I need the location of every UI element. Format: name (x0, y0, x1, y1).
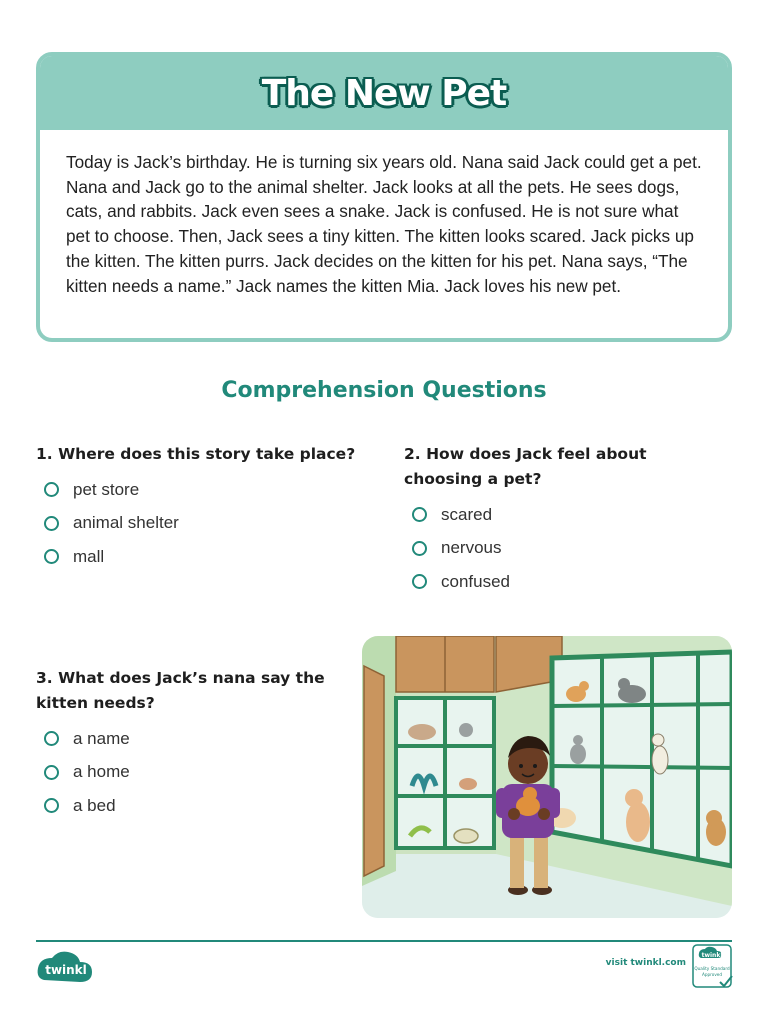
option-label: pet store (73, 479, 140, 499)
quality-standard-badge (692, 944, 734, 990)
question-3 (36, 666, 356, 823)
story-text: Today is Jack’s birthday. He is turning six years old. Nana said Jack could get a pet. Nana and Jack go to the animal shelter. Jack looks at all the pets. He sees dogs, cats, and rabbits. Jack even sees a snake. Jack is confused. He is not sure what pet to choose. Then, Jack sees a tiny kitten. The kitten looks scared. Jack picks up the kitten. The kitten purrs. Jack decides on the kitten for his pet. Nana says, “The kitten needs a name.” Jack names the kitten Mia. Jack loves his new pet. (66, 152, 702, 296)
question-1 (36, 442, 356, 574)
radio-circle-icon[interactable] (44, 516, 59, 531)
badge-line-2: Approved (701, 972, 723, 977)
animal-shelter-picture (362, 636, 732, 918)
footer-divider (36, 940, 732, 942)
answer-option[interactable] (44, 507, 356, 541)
answer-option[interactable] (412, 498, 724, 532)
answer-option[interactable] (44, 722, 356, 756)
option-label: animal shelter (73, 513, 179, 533)
visit-twinkl-link[interactable]: visit twinkl.com (605, 958, 686, 968)
option-label: scared (441, 504, 493, 524)
answer-option[interactable] (44, 540, 356, 574)
question-text: 3. What does Jack’s nana say the kitten needs? (36, 669, 325, 712)
question-text: 1. Where does this story take place? (36, 445, 356, 463)
story-card (36, 52, 732, 342)
story-header (40, 56, 728, 130)
radio-circle-icon[interactable] (44, 798, 59, 813)
shelter-illustration (362, 636, 732, 918)
answer-option[interactable] (412, 532, 724, 566)
twinkl-logo (36, 950, 96, 988)
badge-brand: twinkl (701, 952, 723, 959)
answer-option[interactable] (44, 789, 356, 823)
option-label: confused (441, 571, 510, 591)
option-label: a name (73, 728, 130, 748)
radio-circle-icon[interactable] (412, 574, 427, 589)
answer-options (404, 498, 724, 599)
option-label: a bed (73, 795, 116, 815)
option-label: mall (73, 546, 105, 566)
radio-circle-icon[interactable] (412, 507, 427, 522)
radio-circle-icon[interactable] (44, 482, 59, 497)
question-2 (404, 442, 724, 599)
story-title: The New Pet (261, 72, 507, 114)
answer-options (36, 722, 356, 823)
radio-circle-icon[interactable] (44, 731, 59, 746)
logo-text: twinkl (45, 963, 87, 977)
answer-option[interactable] (44, 473, 356, 507)
badge-line-1: Quality Standard (694, 966, 730, 971)
radio-circle-icon[interactable] (412, 541, 427, 556)
comprehension-heading: Comprehension Questions (221, 378, 547, 403)
answer-options (36, 473, 356, 574)
answer-option[interactable] (412, 565, 724, 599)
option-label: a home (73, 762, 130, 782)
answer-option[interactable] (44, 756, 356, 790)
question-text: 2. How does Jack feel about choosing a pet? (404, 445, 647, 488)
radio-circle-icon[interactable] (44, 765, 59, 780)
option-label: nervous (441, 538, 502, 558)
radio-circle-icon[interactable] (44, 549, 59, 564)
